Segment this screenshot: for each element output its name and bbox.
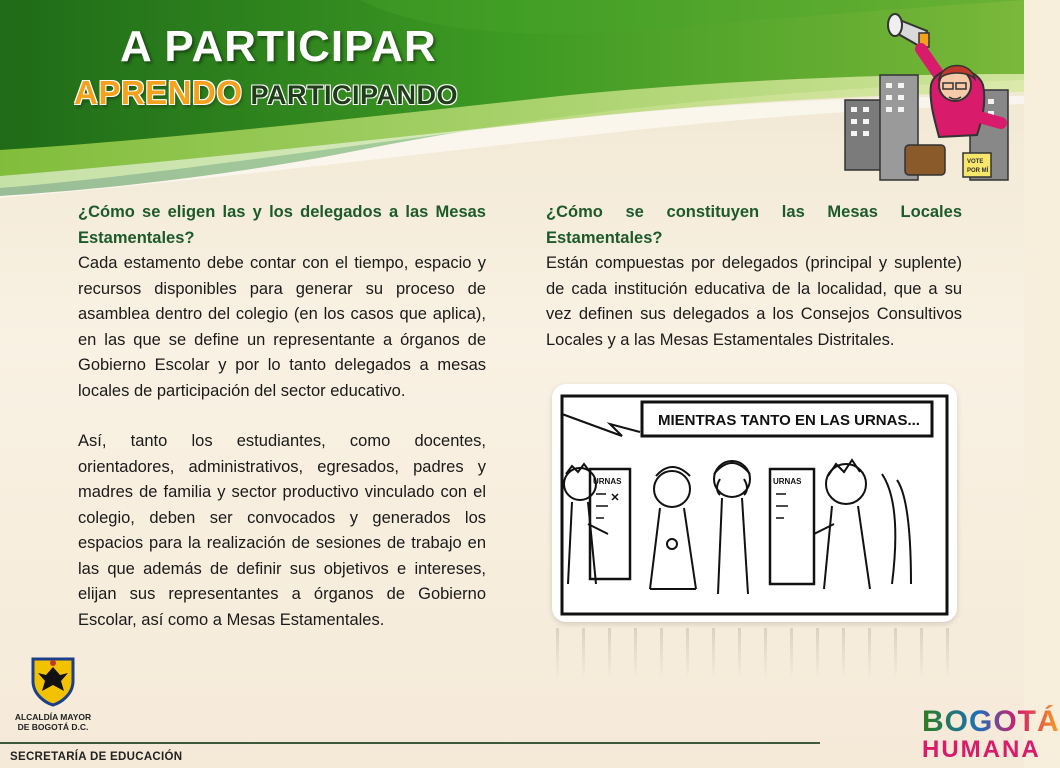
secretaria-educacion-label: SECRETARÍA DE EDUCACIÓN [10, 751, 183, 763]
alcaldia-logo-text [14, 712, 92, 732]
vote-sign-text-2: POR MÍ [967, 168, 989, 174]
cartoon-caption: MIENTRAS TANTO EN LAS URNAS... [658, 412, 920, 429]
urn-right [770, 469, 814, 584]
left-paragraph-1: Cada estamento debe contar con el tiempo, espacio y recursos disponibles para generar su proceso de asamblea dentro del colegio (en los casos que aplica), en las que se define un representante a órganos de Gobierno Escolar y por lo tanto delegados a mesas locales de participación del sector educativo. [78, 254, 486, 400]
left-question: ¿Cómo se eligen las y los delegados a las Mesas Estamentales? [78, 203, 486, 247]
vote-sign-text-1: VOTE [967, 159, 984, 165]
page-title: A PARTICIPAR [120, 22, 437, 71]
paragraph-gap [78, 404, 486, 429]
left-paragraph-2: Así, tanto los estudiantes, como docentes, orientadores, administrativos, egresados, padres y madres de familia y sector productivo vinculado con el colegio, deben ser convocados y generados los espacios para la realización de sesiones de trabajo en las que además de definir sus objetivos e intereses, elijan sus representantes a órganos de Gobierno Escolar, así como a Mesas Estamentales. [78, 432, 486, 629]
right-text-column [546, 200, 962, 353]
megaphone-mascot-illustration [835, 5, 1015, 190]
subtitle-word-aprendo: APRENDO [74, 74, 243, 111]
caption-box [642, 402, 932, 436]
megaphone-icon [888, 14, 929, 47]
alcaldia-line-1: ALCALDÍA MAYOR [14, 712, 92, 722]
bogota-coat-of-arms-icon [30, 655, 76, 707]
bogota-logo-word-1: BOGOTÁ [922, 705, 1060, 738]
page-subtitle [74, 74, 458, 112]
footer-divider [0, 742, 820, 744]
bogota-humana-logo [922, 705, 1060, 764]
right-question: ¿Cómo se constituyen las Mesas Locales Estamentales? [546, 203, 962, 247]
alcaldia-line-2: DE BOGOTÁ D.C. [17, 722, 89, 732]
subtitle-word-participando: PARTICIPANDO [250, 80, 459, 110]
cartoon-reflection [556, 628, 954, 678]
right-paragraph: Están compuestas por delegados (principal y suplente) de cada institución educativa de la localidad, que a su vez definen sus delegados a los Consejos Consultivos Locales y a las Mesas Estamentales Distritales. [546, 254, 962, 349]
urn-label-right: URNAS [773, 477, 802, 486]
cartoon-drawing [552, 384, 957, 622]
bogota-logo-word-2: HUMANA [922, 736, 1041, 763]
voting-cartoon [552, 384, 957, 622]
left-text-column [78, 200, 486, 633]
girl-character [905, 49, 1001, 177]
urn-label-left: URNAS [593, 477, 622, 486]
